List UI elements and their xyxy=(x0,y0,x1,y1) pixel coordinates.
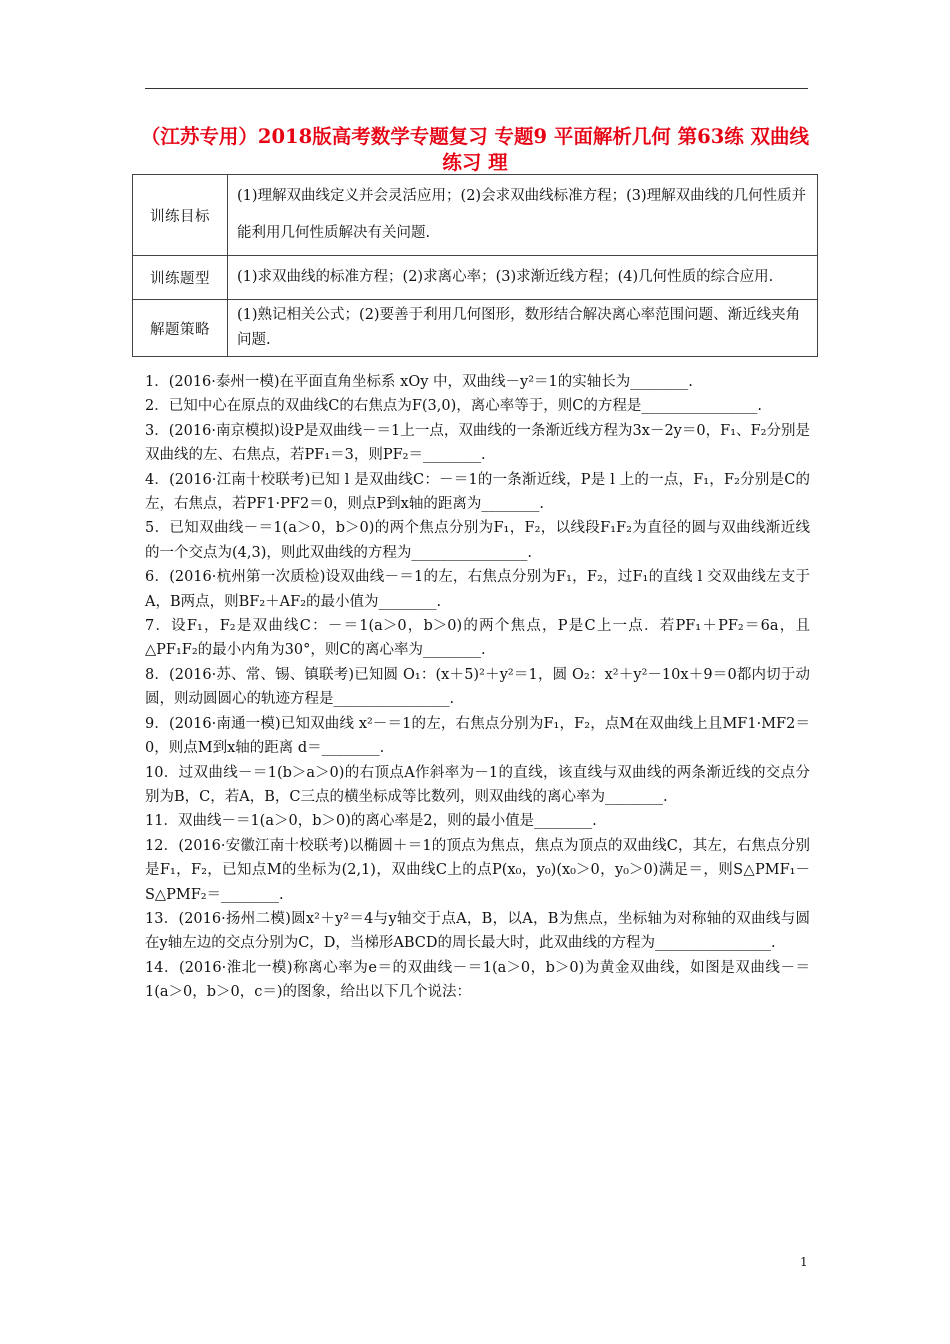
problem-10: 10．过双曲线－＝1(b＞a＞0)的右顶点A作斜率为－1的直线，该直线与双曲线的两条渐近线的交点分别为B，C，若A，B，C三点的横坐标成等比数列，则双曲线的离心率为________. xyxy=(145,764,810,805)
problem-2: 2．已知中心在原点的双曲线C的右焦点为F(3,0)，离心率等于，则C的方程是________________. xyxy=(145,398,762,415)
row-text: (1)熟记相关公式；(2)要善于利用几何图形，数形结合解决离心率范围问题、渐近线夹角问题. xyxy=(228,300,818,357)
table-row xyxy=(133,300,818,357)
problem-6: 6．(2016·杭州第一次质检)设双曲线－＝1的左，右焦点分别为F₁，F₂，过F₁的直线 l 交双曲线左支于A，B两点，则BF₂＋AF₂的最小值为________. xyxy=(145,569,810,610)
problem-7: 7．设F₁，F₂是双曲线C：－＝1(a＞0，b＞0)的两个焦点，P是C上一点．若PF₁＋PF₂＝6a，且△PF₁F₂的最小内角为30°，则C的离心率为________. xyxy=(145,618,810,659)
problem-1: 1．(2016·泰州一模)在平面直角坐标系 xOy 中，双曲线－y²＝1的实轴长为________. xyxy=(145,374,693,390)
problem-8: 8．(2016·苏、常、锡、镇联考)已知圆 O₁：(x＋5)²＋y²＝1，圆 O₂：x²＋y²－10x＋9＝0都内切于动圆，则动圆圆心的轨迹方程是________________. xyxy=(145,666,810,708)
problem-5: 5．已知双曲线－＝1(a＞0，b＞0)的两个焦点分别为F₁，F₂，以线段F₁F₂为直径的圆与双曲线渐近线的一个交点为(4,3)，则此双曲线的方程为________________. xyxy=(145,520,810,561)
training-table xyxy=(132,174,818,357)
table-row xyxy=(133,256,818,300)
document-title: （江苏专用）2018版高考数学专题复习 专题9 平面解析几何 第63练 双曲线练习 理 xyxy=(140,125,810,174)
problem-3: 3．(2016·南京模拟)设P是双曲线－＝1上一点，双曲线的一条渐近线方程为3x－2y＝0，F₁、F₂分别是双曲线的左、右焦点，若PF₁＝3，则PF₂＝________. xyxy=(145,422,810,464)
row-label: 训练题型 xyxy=(133,256,228,300)
header-rule xyxy=(145,88,808,89)
row-label: 解题策略 xyxy=(133,300,228,357)
row-label: 训练目标 xyxy=(133,175,228,256)
problem-list xyxy=(145,370,810,1005)
row-text: (1)理解双曲线定义并会灵活应用；(2)会求双曲线标准方程；(3)理解双曲线的几何性质并能利用几何性质解决有关问题. xyxy=(228,175,818,256)
problem-12: 12．(2016·安徽江南十校联考)以椭圆＋＝1的顶点为焦点，焦点为顶点的双曲线C，其左，右焦点分别是F₁，F₂，已知点M的坐标为(2,1)，双曲线C上的点P(x₀，y₀)(x₀＞0，y₀＞0)满足＝，则S△PMF₁－S△PMF₂＝________. xyxy=(145,837,810,903)
problem-14: 14．(2016·淮北一模)称离心率为e＝的双曲线－＝1(a＞0，b＞0)为黄金双曲线，如图是双曲线－＝1(a＞0，b＞0，c＝)的图象，给出以下几个说法： xyxy=(145,959,810,1001)
problem-11: 11．双曲线－＝1(a＞0，b＞0)的离心率是2，则的最小值是________. xyxy=(145,813,597,830)
page-number: 1 xyxy=(800,1255,808,1269)
row-text: (1)求双曲线的标准方程；(2)求离心率；(3)求渐近线方程；(4)几何性质的综合应用. xyxy=(228,256,818,300)
table-row xyxy=(133,175,818,256)
problem-13: 13．(2016·扬州二模)圆x²＋y²＝4与y轴交于点A，B，以A，B为焦点，坐标轴为对称轴的双曲线与圆在y轴左边的交点分别为C，D，当梯形ABCD的周长最大时，此双曲线的方程为________________. xyxy=(145,910,810,952)
problem-4: 4．(2016·江南十校联考)已知 l 是双曲线C：－＝1的一条渐近线，P是 l 上的一点，F₁，F₂分别是C的左，右焦点，若PF1·PF2＝0，则点P到x轴的距离为________. xyxy=(145,471,810,513)
problem-9: 9．(2016·南通一模)已知双曲线 x²－＝1的左，右焦点分别为F₁，F₂，点M在双曲线上且MF1·MF2＝0，则点M到x轴的距离 d＝________. xyxy=(145,715,810,757)
